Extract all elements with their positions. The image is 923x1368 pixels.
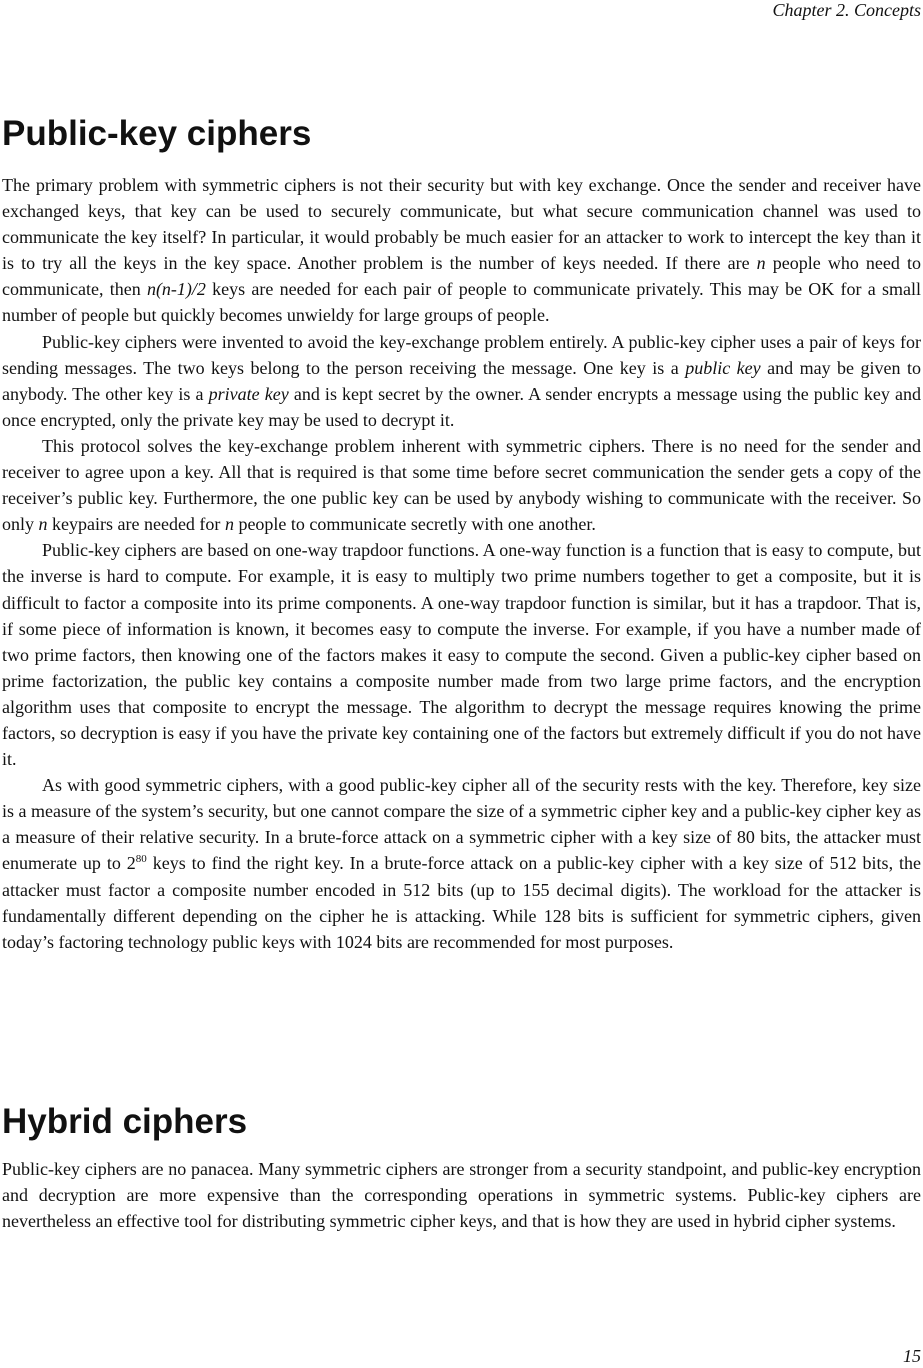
paragraph-key-exchange-problem: The primary problem with symmetric ciphers is not their security but with key exchange. Once the sender and receiver have exchanged keys, that key can be used to securely communicate, but what secure communication channel was used to communicate the key itself? In particular, it would probably be much easier for an attacker to work to intercept the key than it is to try all the keys in the key space. Another problem is the number of keys needed. If there are n people who need to communicate, then n(n-1)/2 keys are needed for each pair of people to communicate privately. This may be OK for a small number of people but quickly becomes unwieldy for large groups of people. <box>2 175 921 326</box>
term-public-key: public key <box>685 357 761 378</box>
paragraph-protocol-solution: This protocol solves the key-exchange problem inherent with symmetric ciphers. There is no need for the sender and receiver to agree upon a key. All that is required is that some time before secret communication the sender gets a copy of the receiver’s public key. Furthermore, the one public key can be used by anybody wishing to communicate with the receiver. So only n keypairs are needed for n people to communicate secretly with one another. <box>2 435 921 535</box>
paragraph-trapdoor-functions: Public-key ciphers are based on one-way trapdoor functions. A one-way function is a function that is easy to compute, but the inverse is hard to compute. For example, it is easy to multiply two prime numbers together to get a composite, but it is difficult to factor a composite into its prime components. A one-way trapdoor function is similar, but it has a trapdoor. That is, if some piece of information is known, it becomes easy to compute the inverse. For example, if you have a number made of two prime factors, then knowing one of the factors makes it easy to compute the second. Given a public-key cipher based on prime factorization, the public key contains a composite number made from two large prime factors, and the encryption algorithm uses that composite to encrypt the message. The algorithm to decrypt the message requires knowing the prime factors, so decryption is easy if you have the private key containing one of the factors but extremely difficult if you do not have it. <box>2 540 921 770</box>
paragraph-hybrid-ciphers: Public-key ciphers are no panacea. Many symmetric ciphers are stronger from a security standpoint, and public-key encryption and decryption are more expensive than the corresponding operations in symmetric systems. Public-key ciphers are nevertheless an effective tool for distributing symmetric cipher keys, and that is how they are used in hybrid cipher systems. <box>2 1159 921 1232</box>
term-private-key: private key <box>208 383 289 404</box>
section-body-public-key-ciphers <box>2 172 921 955</box>
formula-key-count: n(n-1)/2 <box>146 279 206 300</box>
page-number: 15 <box>903 1346 921 1366</box>
running-header: Chapter 2. Concepts <box>772 0 921 20</box>
section-heading-public-key-ciphers: Public-key ciphers <box>2 114 312 153</box>
paragraph-public-key-invention: Public-key ciphers were invented to avoid the key-exchange problem entirely. A public-key cipher uses a pair of keys for sending messages. The two keys belong to the person receiving the message. One key is a public key and may be given to anybody. The other key is a private key and is kept secret by the owner. A sender encrypts a message using the public key and once encrypted, only the private key may be used to decrypt it. <box>2 331 922 430</box>
power-expression: $2^{80}$ <box>126 853 147 874</box>
section-heading-hybrid-ciphers: Hybrid ciphers <box>2 1102 248 1141</box>
paragraph-key-size: As with good symmetric ciphers, with a good public-key cipher all of the security rests with the key. Therefore, key size is a measure of the system’s security, but one cannot compare the size of a symmetric cipher key and a public-key cipher key as a measure of their relative security. In a brute-force attack on a symmetric cipher with a key size of 80 bits, the attacker must enumerate up to $2^{80}$ keys to find the right key. In a brute-force attack on a public-key cipher with a key size of 512 bits, the attacker must factor a composite number encoded in 512 bits (up to 155 decimal digits). The workload for the attacker is fundamentally different depending on the cipher he is attacking. While 128 bits is sufficient for symmetric ciphers, given today’s factoring technology public keys with 1024 bits are recommended for most purposes. <box>2 775 921 952</box>
section-body-hybrid-ciphers <box>2 1156 921 1234</box>
